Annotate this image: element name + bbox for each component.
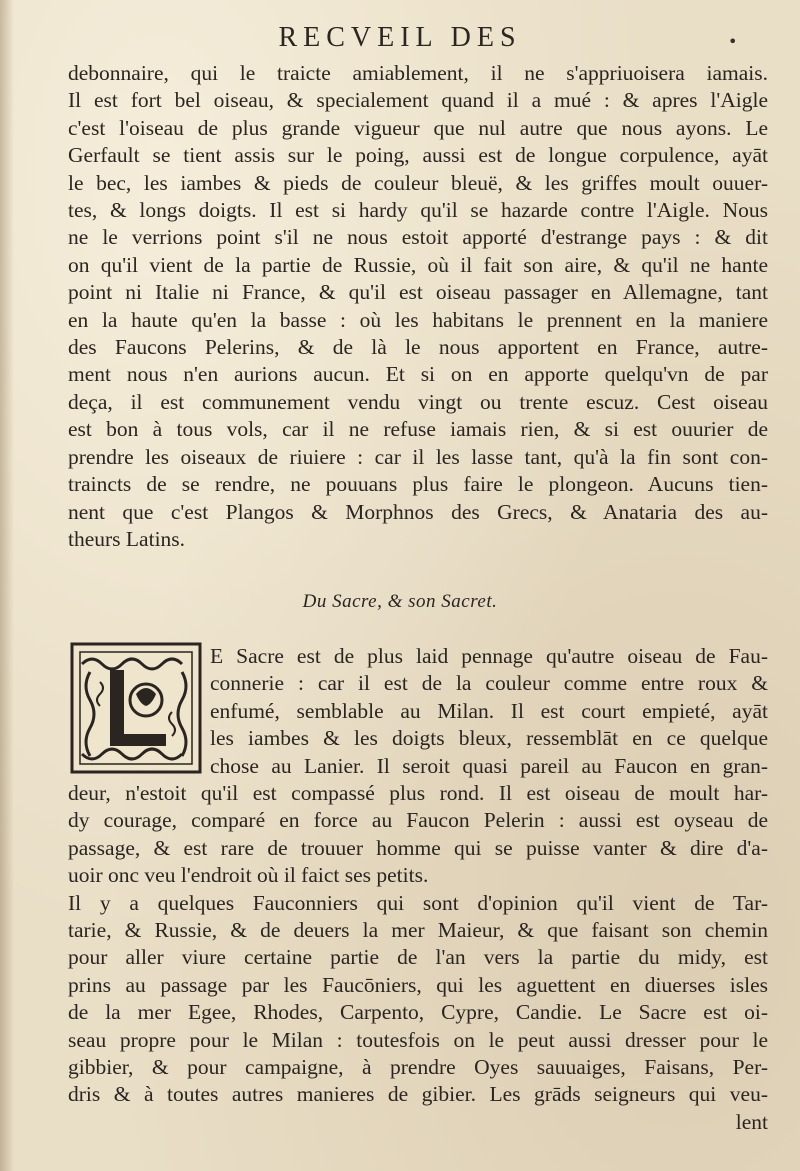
- text-line: gibbier, & pour campaigne, à prendre Oyes sauuaiges, Faisans, Per-: [68, 1055, 768, 1080]
- decorated-initial-l-icon: [70, 642, 202, 774]
- text-line: theurs Latins.: [68, 526, 186, 551]
- text-line: on qu'il vient de la partie de Russie, où il fait son aire, & qu'il ne hante: [68, 252, 768, 277]
- text-line: ne le verrions point s'il ne nous estoit apporté d'estrange pays : & dit: [68, 225, 768, 250]
- text-line: seau propre pour le Milan : toutesfois on le peut aussi dresser pour le: [68, 1027, 768, 1052]
- text-line: point ni Italie ni France, & qu'il est oiseau passager en Allemagne, tant: [68, 280, 768, 305]
- text-line: chose au Lanier. Il seroit quasi pareil au Faucon en gran-: [210, 753, 768, 778]
- text-line: prins au passage par les Faucōniers, qui les aguettent en diuerses isles: [68, 972, 768, 997]
- text-line: ment nous n'en aurions aucun. Et si on en apporte quelqu'vn de par: [68, 362, 768, 387]
- text-line: uoir onc veu l'endroit où il faict ses petits.: [68, 863, 429, 888]
- text-block-sacre-body: [68, 780, 768, 1136]
- text-line: les iambes & les doigts bleux, ressemblāt en ce quelque: [210, 726, 768, 751]
- page-binding-shadow: [0, 0, 14, 1171]
- section-title: Du Sacre, & son Sacret.: [302, 591, 498, 612]
- text-line: des Faucons Pelerins, & de là le nous apportent en France, autre-: [68, 335, 768, 360]
- text-line: connerie : car il est de la couleur comme entre roux &: [210, 671, 768, 696]
- text-line: prendre les oiseaux de riuiere : car il les lasse tant, qu'à la fin sont con-: [68, 444, 768, 469]
- text-line: tes, & longs doigts. Il est si hardy qu'il se hazarde contre l'Aigle. Nous: [68, 198, 768, 223]
- text-line: tarie, & Russie, & de deuers la mer Maieur, & que faisant son chemin: [68, 918, 768, 943]
- text-line: c'est l'oiseau de plus grande vigueur que nul autre que nous ayons. Le: [68, 115, 768, 140]
- text-line: debonnaire, qui le traicte amiablement, il ne s'appriuoisera iamais.: [68, 61, 768, 85]
- text-line: en la haute qu'en la basse : où les habitans le prennent en la maniere: [68, 307, 768, 332]
- text-line: le bec, les iambes & pieds de couleur bleuë, & les griffes moult ouuer-: [68, 170, 768, 195]
- page-mark: •: [728, 32, 738, 51]
- text-line: dy courage, comparé en force au Faucon Pelerin : aussi est oyseau de: [68, 808, 768, 833]
- text-line: passage, & est rare de trouuer homme qui se puisse vanter & dire d'a-: [68, 835, 768, 860]
- text-line: deur, n'estoit qu'il est compassé plus rond. Il est oiseau de moult har-: [68, 781, 768, 805]
- text-line: Il y a quelques Fauconniers qui sont d'opinion qu'il vient de Tar-: [68, 890, 768, 915]
- text-line: Gerfault se tient assis sur le poing, aussi est de longue corpulence, ayāt: [68, 143, 768, 168]
- text-block-sacre-intro: [210, 643, 768, 780]
- text-line: enfumé, semblable au Milan. Il est court empieté, ayāt: [210, 698, 768, 723]
- text-line: est bon à tous vols, car il ne refuse iamais rien, & si est ouurier de: [68, 417, 768, 442]
- text-line: dris & à toutes autres manieres de gibier. Les grāds seigneurs qui veu-: [68, 1082, 768, 1107]
- text-block-gerfault: [68, 60, 768, 553]
- text-line: E Sacre est de plus laid pennage qu'autre oiseau de Fau-: [210, 644, 768, 668]
- running-head: RECVEIL DES: [278, 22, 522, 53]
- text-line: traincts de se rendre, ne pouuans plus faire le plongeon. Aucuns tien-: [68, 472, 768, 497]
- text-line: de la mer Egee, Rhodes, Carpento, Cypre, Candie. Le Sacre est oi-: [68, 1000, 768, 1025]
- text-line: lent: [735, 1109, 768, 1134]
- text-line: pour aller viure certaine partie de l'an vers la partie du midy, est: [68, 945, 768, 970]
- text-line: Il est fort bel oiseau, & specialement quand il a mué : & apres l'Aigle: [68, 88, 768, 113]
- text-line: deça, il est communement vendu vingt ou trente escuz. Cest oiseau: [68, 389, 768, 414]
- text-line: nent que c'est Plangos & Morphnos des Grecs, & Anataria des au-: [68, 499, 768, 524]
